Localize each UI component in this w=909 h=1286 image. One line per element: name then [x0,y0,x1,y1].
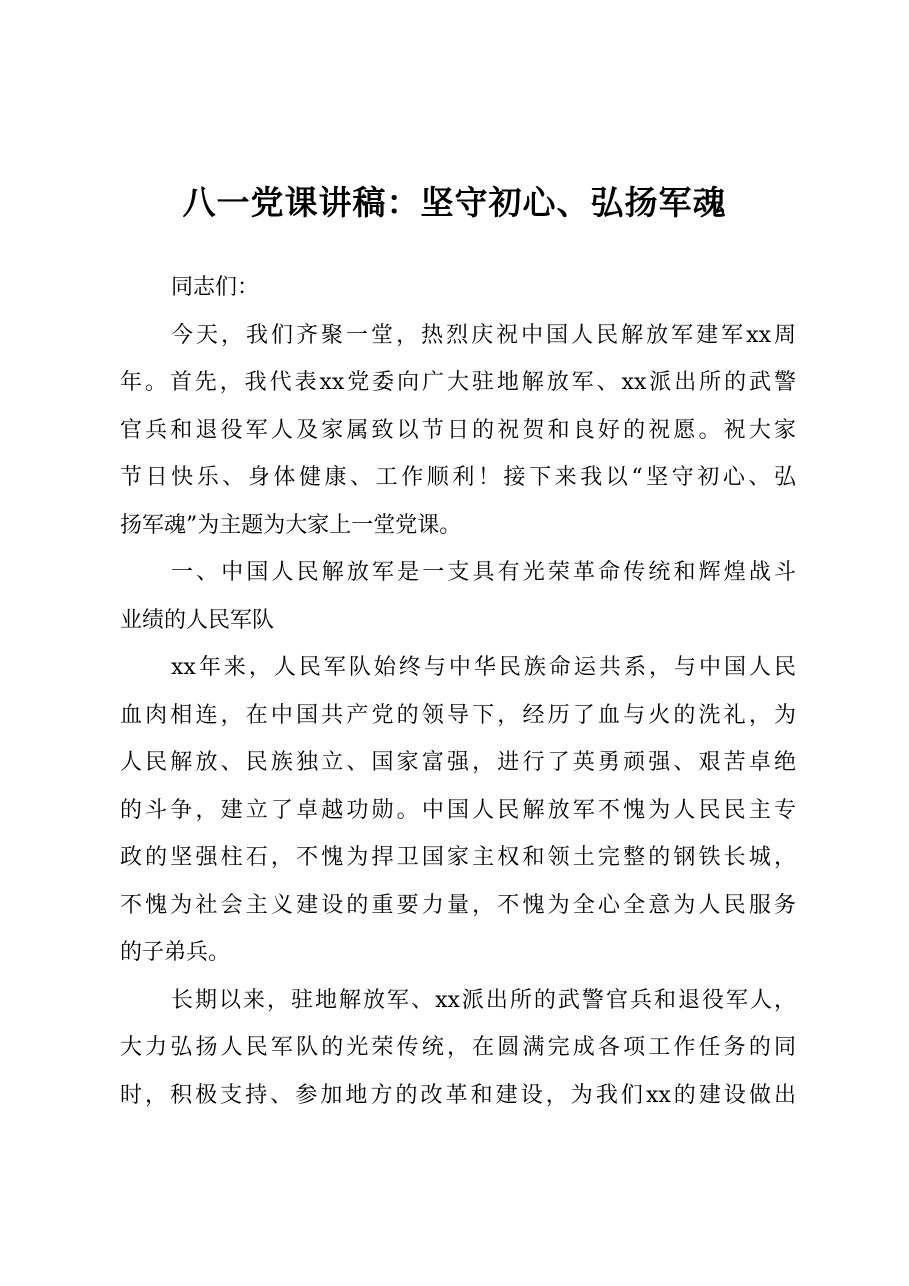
paragraph-line: 官兵和退役军人及家属致以节日的祝贺和良好的祝愿。祝大家 [120,417,796,443]
paragraph-line: xx年来，人民军队始终与中华民族命运共系，与中国人民 [171,655,796,680]
salutation-line: 同志们： [171,275,260,300]
paragraph-line: 的子弟兵。 [120,940,231,965]
paragraph-line: 的斗争，建立了卓越功勋。中国人民解放军不愧为人民民主专 [120,797,796,823]
document-title: 八一党课讲稿：坚守初心、弘扬军魂 [182,183,727,222]
section-heading-line: 业绩的人民军队 [120,607,275,633]
paragraph-line: 大力弘扬人民军队的光荣传统，在圆满完成各项工作任务的同 [120,1035,796,1060]
paragraph-line: 血肉相连，在中国共产党的领导下，经历了血与火的洗礼，为 [120,702,796,728]
paragraph-line: 时，积极支持、参加地方的改革和建设，为我们xx的建设做出 [120,1082,796,1108]
paragraph-line: 扬军魂”为主题为大家上一堂党课。 [120,512,462,538]
document-body [120,264,796,1119]
paragraph-line: 节日快乐、身体健康、工作顺利！接下来我以“坚守初心、弘 [120,465,796,490]
paragraph-line: 今天，我们齐聚一堂，热烈庆祝中国人民解放军建军xx周 [171,322,796,348]
paragraph-line: 长期以来，驻地解放军、xx派出所的武警官兵和退役军人， [171,987,796,1013]
paragraph-line: 人民解放、民族独立、国家富强，进行了英勇顽强、艰苦卓绝 [120,750,796,775]
paragraph-line: 政的坚强柱石，不愧为捍卫国家主权和领土完整的钢铁长城， [120,845,796,870]
paragraph-line: 年。首先，我代表xx党委向广大驻地解放军、xx派出所的武警 [120,370,796,395]
paragraph-line: 不愧为社会主义建设的重要力量，不愧为全心全意为人民服务 [120,892,796,918]
section-heading-line: 一、中国人民解放军是一支具有光荣革命传统和辉煌战斗 [171,560,796,585]
